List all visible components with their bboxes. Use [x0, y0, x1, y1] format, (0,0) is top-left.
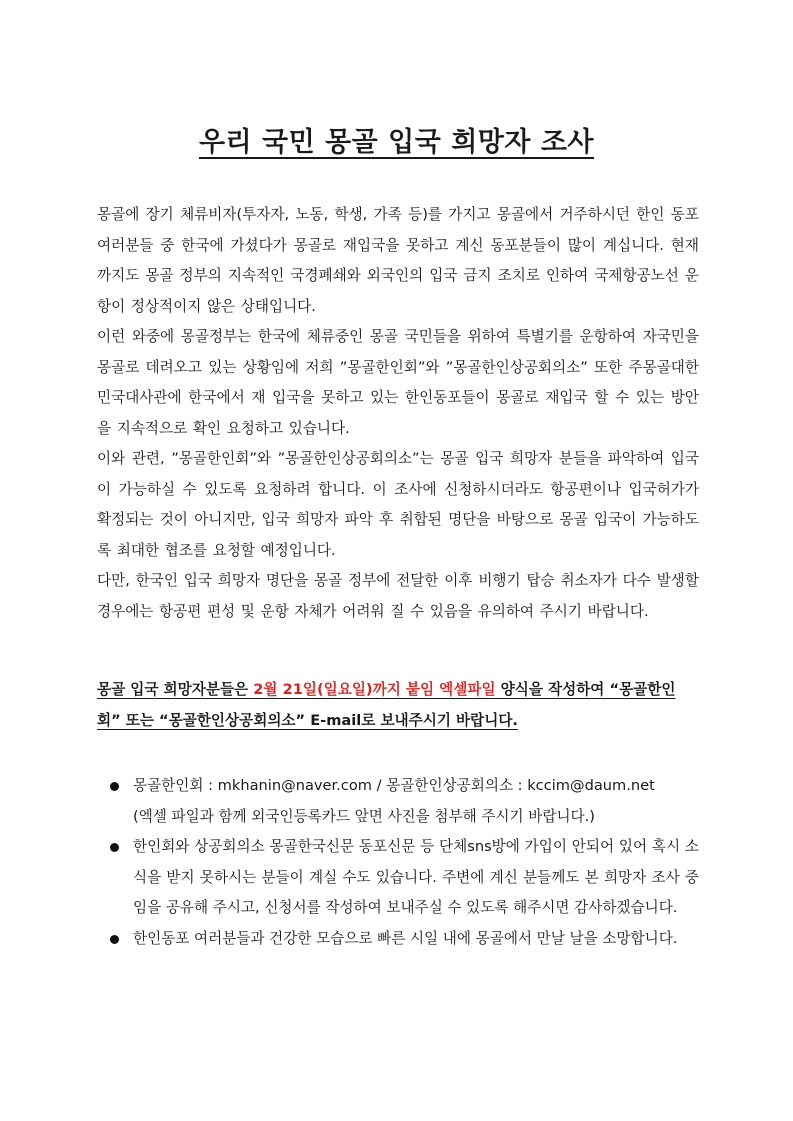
filled-circle-bullet-icon — [110, 843, 119, 852]
instruction-lead: 몽골 입국 희망자분들은 — [97, 681, 254, 698]
paragraph-caution: 다만, 한국인 입국 희망자 명단을 몽골 정부에 전달한 이후 비행기 탑승 취소자가 다수 발생할 경우에는 항공편 편성 및 운항 자체가 어려워 질 수 있음을 유의하여 주시기 바랍니다. — [97, 572, 699, 620]
body-text — [97, 200, 699, 627]
bullet-item-closing — [108, 924, 699, 955]
document-title: 우리 국민 몽골 입국 희망자 조사 — [198, 127, 595, 158]
submission-instruction — [97, 675, 699, 736]
bullet-item-share — [108, 832, 699, 924]
share-request-text: 한인회와 상공회의소 몽골한국신문 동포신문 등 단체sns방에 가입이 안되어 있어 혹시 소식을 받지 못하시는 분들이 계실 수도 있습니다. 주변에 계신 분들께도 본 희망자 조사 중임을 공유해 주시고, 신청서를 작성하여 보내주실 수 있도록 해주시면 감사하겠습니다. — [133, 838, 699, 916]
deadline-highlight: 2월 21일(일요일)까지 붙임 엑셀파일 — [253, 681, 496, 698]
paragraph-survey-purpose: 이와 관련, ”몽골한인회”와 ”몽골한인상공회의소”는 몽골 입국 희망자 분들을 파악하여 입국이 가능하실 수 있도록 요청하려 합니다. 이 조사에 신청하시더라도 항공편이나 입국허가가 확정되는 것이 아니지만, 입국 희망자 파악 후 취합된 명단을 바탕으로 몽골 입국이 가능하도록 최대한 협조를 요청할 예정입니다. — [97, 450, 699, 559]
bullet-item-contact — [108, 771, 699, 832]
attachment-note: (엑셀 파일과 함께 외국인등록카드 앞면 사진을 첨부해 주시기 바랍니다.) — [133, 807, 595, 825]
instruction-tail: 양식을 작성하여 “몽골한인회” 또는 “몽골한인상공회의소” E-mail로 보내주시기 바랍니다. — [97, 681, 676, 729]
filled-circle-bullet-icon — [110, 782, 119, 791]
paragraph-background: 몽골에 장기 체류비자(투자자, 노동, 학생, 가족 등)를 가지고 몽골에서 거주하시던 한인 동포 여러분들 중 한국에 가셨다가 몽골로 재입국을 못하고 계신 동포분들이 많이 계십니다. 현재까지도 몽골 정부의 지속적인 국경폐쇄와 외국인의 입국 금지 조치로 인하여 국제항공노선 운항이 정상적이지 않은 상태입니다. — [97, 206, 699, 315]
filled-circle-bullet-icon — [110, 935, 119, 944]
bullet-list — [108, 771, 699, 954]
contact-emails: 몽골한인회 : mkhanin@naver.com / 몽골한인상공회의소 : kccim@daum.net — [133, 777, 655, 794]
paragraph-situation: 이런 와중에 몽골정부는 한국에 체류중인 몽골 국민들을 위하여 특별기를 운항하여 자국민을 몽골로 데려오고 있는 상황임에 저희 ”몽골한인회”와 ”몽골한인상공회의소” 또한 주몽골대한민국대사관에 한국에서 재 입국을 못하고 있는 한인동포들이 몽골로 재입국 할 수 있는 방안을 지속적으로 확인 요청하고 있습니다. — [97, 328, 699, 437]
closing-text: 한인동포 여러분들과 건강한 모습으로 빠른 시일 내에 몽골에서 만날 날을 소망합니다. — [133, 929, 678, 947]
